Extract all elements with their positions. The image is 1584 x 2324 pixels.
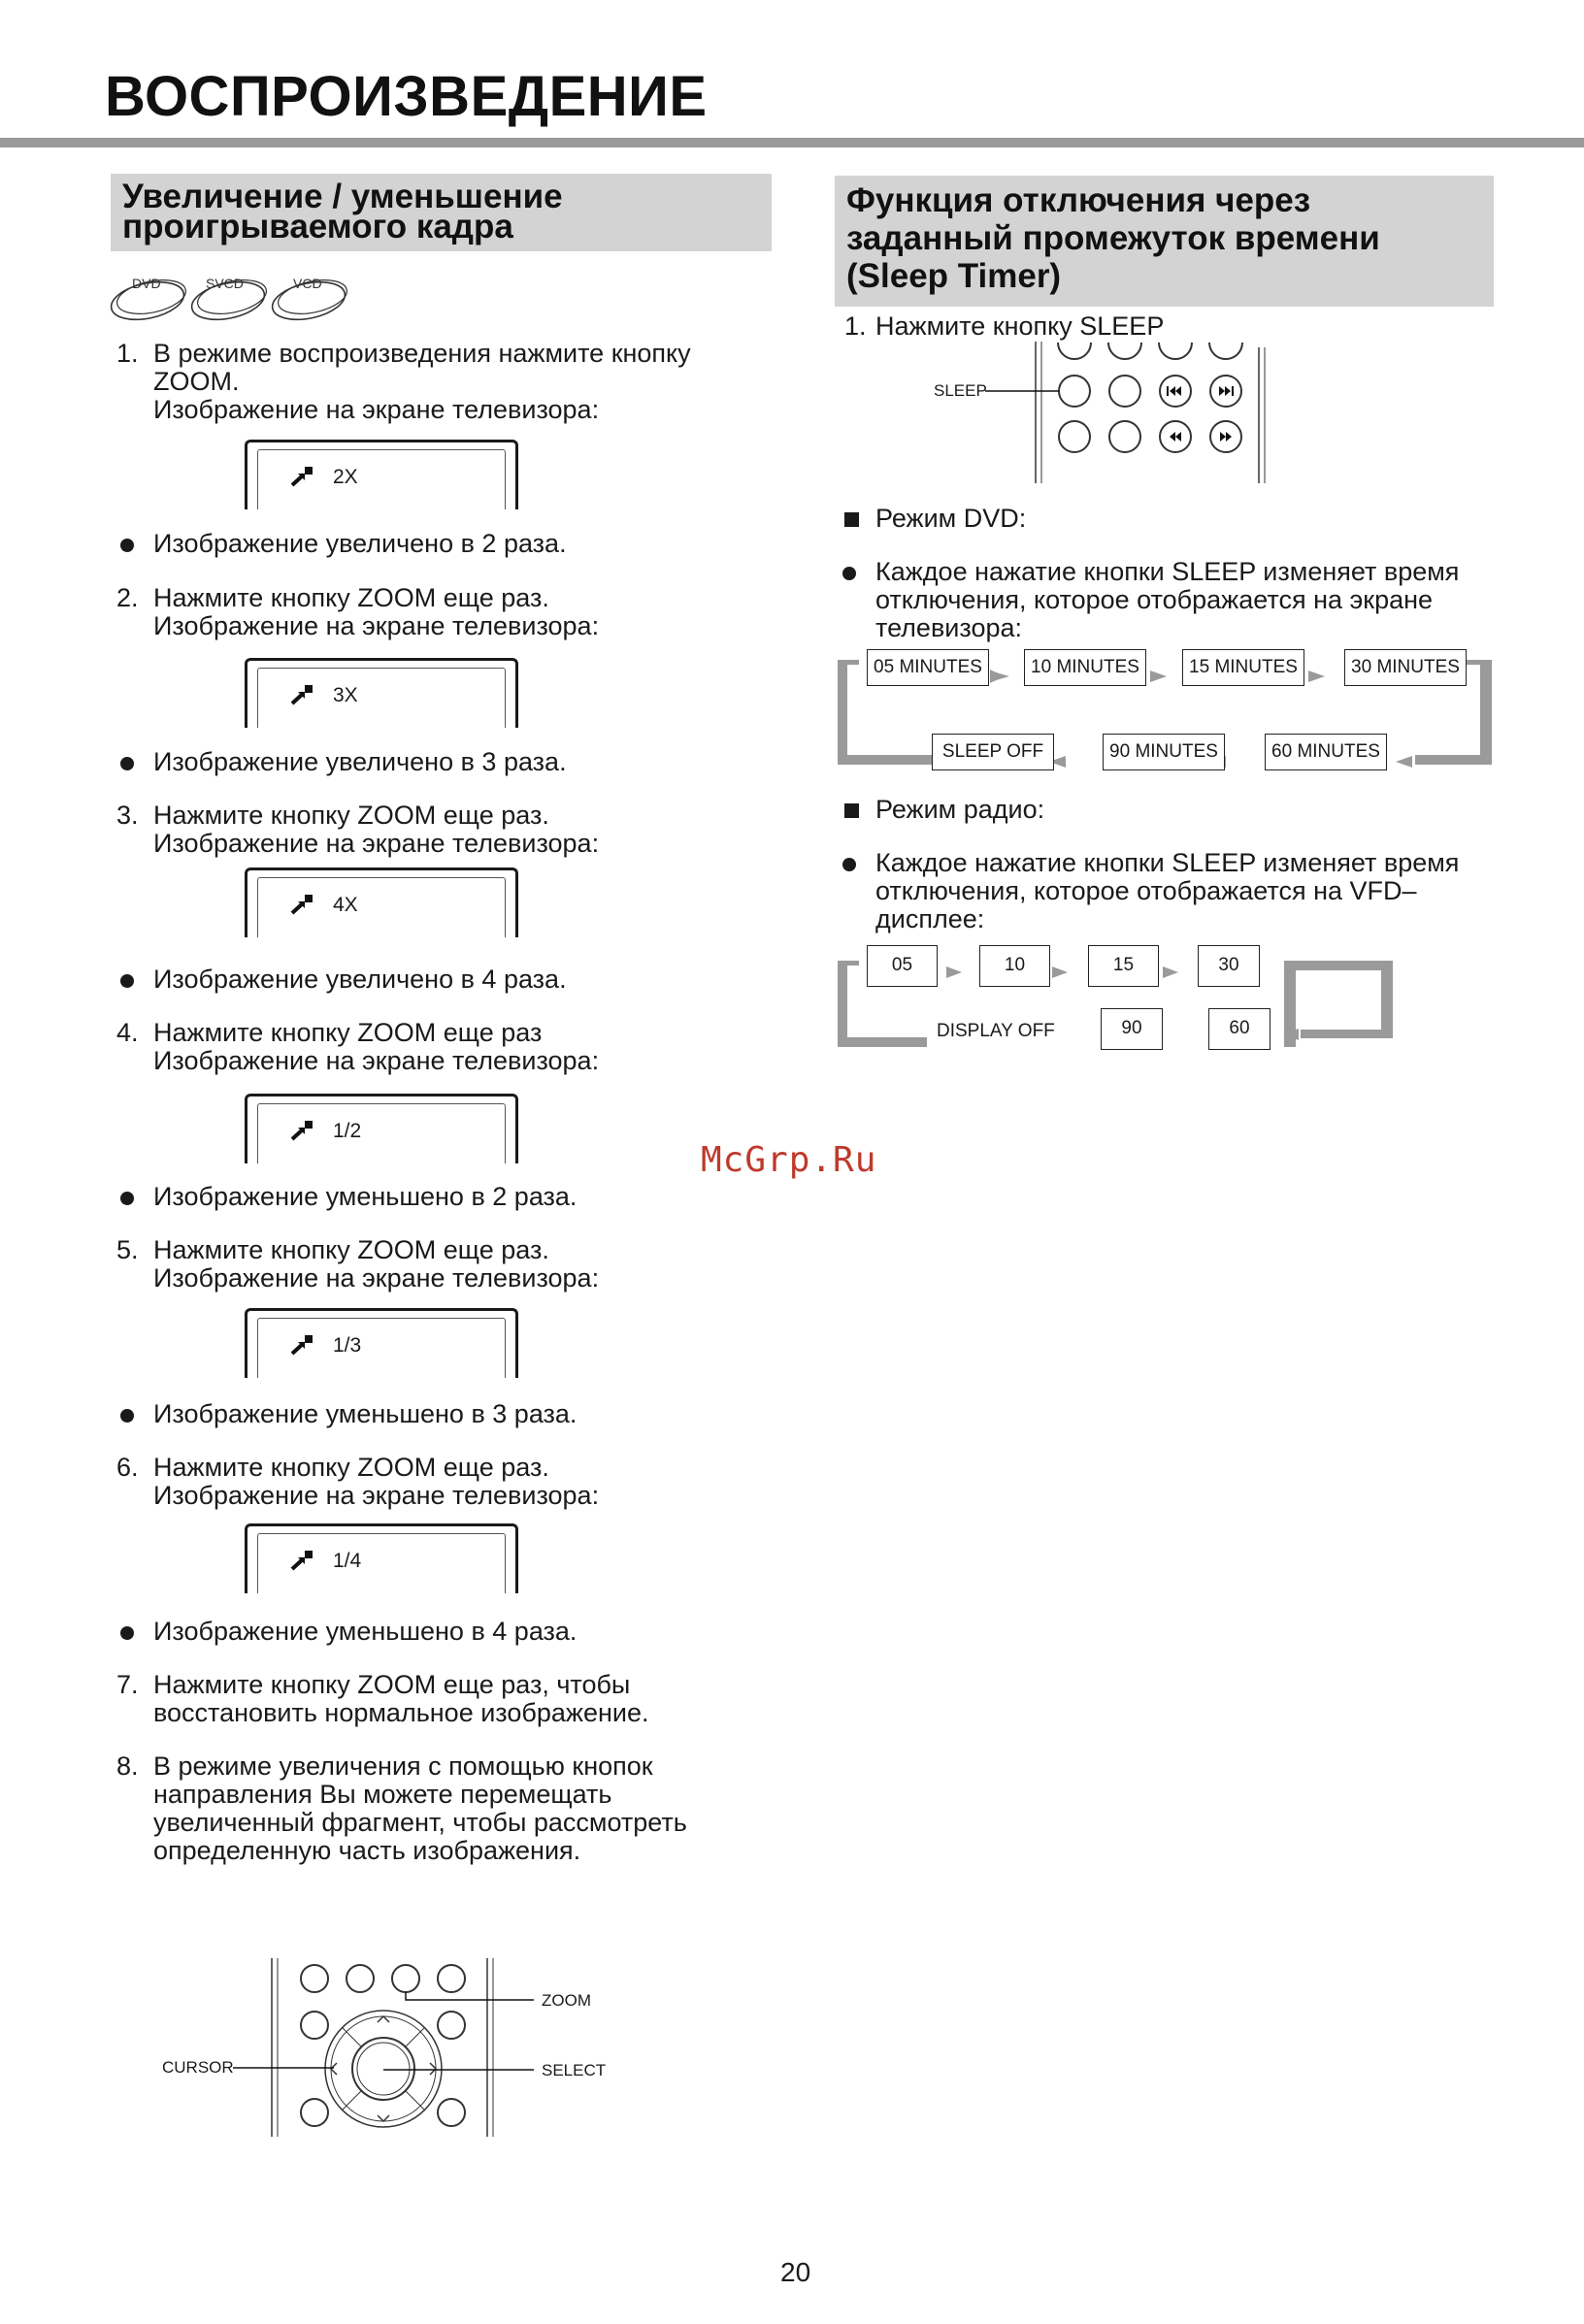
- watermark: McGrp.Ru: [701, 1140, 877, 1180]
- tv-screen-zoom-1-4: [245, 1523, 518, 1593]
- radio-cycle-30: 30: [1198, 945, 1260, 987]
- step-8-text: В режиме увеличения с помощью кнопок направления Вы можете перемещать увеличенный фрагмент, чтобы рассмотреть определенную часть изображения.: [153, 1751, 687, 1865]
- step-3-note: Изображение увеличено в 4 раза.: [153, 965, 567, 994]
- sleep-heading-line3: (Sleep Timer): [846, 257, 1062, 295]
- skip-back-icon: [1167, 386, 1181, 396]
- sleep-step-1-text: Нажмите кнопку SLEEP: [875, 311, 1165, 341]
- dvd-cycle-05-minutes: 05 MINUTES: [867, 649, 989, 686]
- step-3-number: 3.: [116, 801, 139, 830]
- radio-mode-heading: Режим радио:: [875, 795, 1045, 824]
- zoom-icon: [289, 682, 314, 707]
- sleep-section-heading: [835, 176, 1494, 307]
- zoom-level-value: 3X: [333, 684, 358, 706]
- step-6-text: Нажмите кнопку ZOOM еще раз. Изображение на экране телевизора:: [153, 1453, 600, 1510]
- step-4-note: Изображение уменьшено в 2 раза.: [153, 1182, 578, 1211]
- step-1-text: В режиме воспроизведения нажмите кнопку ZOOM. Изображение на экране телевизора:: [153, 339, 691, 424]
- remote-zoom-cursor-illustration: [155, 1952, 602, 2143]
- dvd-cycle-60-minutes: 60 MINUTES: [1265, 734, 1387, 770]
- rewind-icon: [1170, 432, 1181, 442]
- dvd-cycle-90-minutes: 90 MINUTES: [1103, 734, 1225, 770]
- zoom-icon: [289, 1118, 314, 1143]
- dvd-mode-note: Каждое нажатие кнопки SLEEP изменяет время отключения, которое отображается на экране телевизора:: [875, 557, 1460, 642]
- skip-forward-icon: [1219, 386, 1234, 396]
- step-4-text: Нажмите кнопку ZOOM еще раз Изображение на экране телевизора:: [153, 1018, 600, 1075]
- zoom-level-value: 1/3: [333, 1334, 362, 1357]
- step-2-text: Нажмите кнопку ZOOM еще раз. Изображение на экране телевизора:: [153, 583, 600, 640]
- radio-cycle-60: 60: [1208, 1008, 1270, 1050]
- step-1-number: 1.: [116, 339, 139, 368]
- zoom-heading-line1: Увеличение / уменьшение: [122, 178, 563, 215]
- page-title: ВОСПРОИЗВЕДЕНИЕ: [105, 65, 708, 128]
- remote-sleep-illustration: [927, 342, 1276, 485]
- disc-label-vcd: VCD: [293, 276, 322, 291]
- cursor-button-label: CURSOR: [162, 2058, 234, 2077]
- step-7-text: Нажмите кнопку ZOOM еще раз, чтобы восстановить нормальное изображение.: [153, 1670, 649, 1727]
- step-6-number: 6.: [116, 1453, 139, 1482]
- radio-cycle-05: 05: [867, 945, 938, 987]
- zoom-level-value: 1/2: [333, 1120, 362, 1142]
- page-number: 20: [780, 2257, 811, 2287]
- step-2-number: 2.: [116, 583, 139, 612]
- tv-screen-zoom-1-2: [245, 1094, 518, 1163]
- sleep-heading-line1: Функция отключения через: [846, 181, 1311, 219]
- radio-cycle-15: 15: [1088, 945, 1159, 987]
- step-4-number: 4.: [116, 1018, 139, 1047]
- step-5-note: Изображение уменьшено в 3 раза.: [153, 1399, 578, 1428]
- zoom-level-value: 4X: [333, 894, 358, 916]
- sleep-step-1-number: 1.: [844, 311, 867, 341]
- radio-cycle-10: 10: [979, 945, 1050, 987]
- fast-forward-icon: [1220, 432, 1232, 442]
- dvd-cycle-10-minutes: 10 MINUTES: [1024, 649, 1146, 686]
- zoom-heading-line2: проигрываемого кадра: [122, 208, 513, 245]
- step-5-number: 5.: [116, 1235, 139, 1264]
- zoom-icon: [289, 892, 314, 917]
- step-5-text: Нажмите кнопку ZOOM еще раз. Изображение на экране телевизора:: [153, 1235, 600, 1293]
- step-6-note: Изображение уменьшено в 4 раза.: [153, 1617, 578, 1646]
- step-1-note: Изображение увеличено в 2 раза.: [153, 529, 567, 558]
- dvd-mode-heading: Режим DVD:: [875, 504, 1027, 533]
- step-3-text: Нажмите кнопку ZOOM еще раз. Изображение на экране телевизора:: [153, 801, 600, 858]
- zoom-level-value: 1/4: [333, 1550, 362, 1572]
- zoom-button-label: ZOOM: [542, 1991, 591, 2010]
- step-2-note: Изображение увеличено в 3 раза.: [153, 747, 567, 776]
- radio-mode-note: Каждое нажатие кнопки SLEEP изменяет время отключения, которое отображается на VFD– дисплее:: [875, 848, 1460, 933]
- tv-screen-zoom-4x: [245, 867, 518, 937]
- title-divider: [0, 138, 1584, 147]
- tv-screen-zoom-3x: [245, 658, 518, 728]
- dvd-cycle-15-minutes: 15 MINUTES: [1182, 649, 1304, 686]
- sleep-heading-line2: заданный промежуток времени: [846, 219, 1380, 257]
- zoom-icon: [289, 1548, 314, 1573]
- zoom-level-value: 2X: [333, 466, 358, 488]
- select-button-label: SELECT: [542, 2061, 607, 2079]
- zoom-section-heading: [111, 174, 772, 251]
- zoom-icon: [289, 464, 314, 489]
- radio-bottom-right-bar: [1301, 1030, 1393, 1038]
- dvd-cycle-sleep-off: SLEEP OFF: [932, 734, 1054, 770]
- radio-cycle-90: 90: [1101, 1008, 1163, 1050]
- radio-right-bar: [1381, 961, 1393, 1038]
- zoom-icon: [289, 1332, 314, 1358]
- tv-screen-zoom-2x: [245, 440, 518, 509]
- radio-top-right-bar: [1284, 961, 1391, 970]
- disc-label-svcd: SVCD: [206, 276, 244, 291]
- step-7-number: 7.: [116, 1670, 139, 1699]
- step-8-number: 8.: [116, 1751, 139, 1781]
- tv-screen-zoom-1-3: [245, 1308, 518, 1378]
- disc-label-dvd: DVD: [132, 276, 161, 291]
- radio-cycle-display-off: DISPLAY OFF: [937, 1021, 1055, 1041]
- dvd-cycle-30-minutes: 30 MINUTES: [1344, 649, 1467, 686]
- sleep-button-label: SLEEP: [934, 381, 987, 400]
